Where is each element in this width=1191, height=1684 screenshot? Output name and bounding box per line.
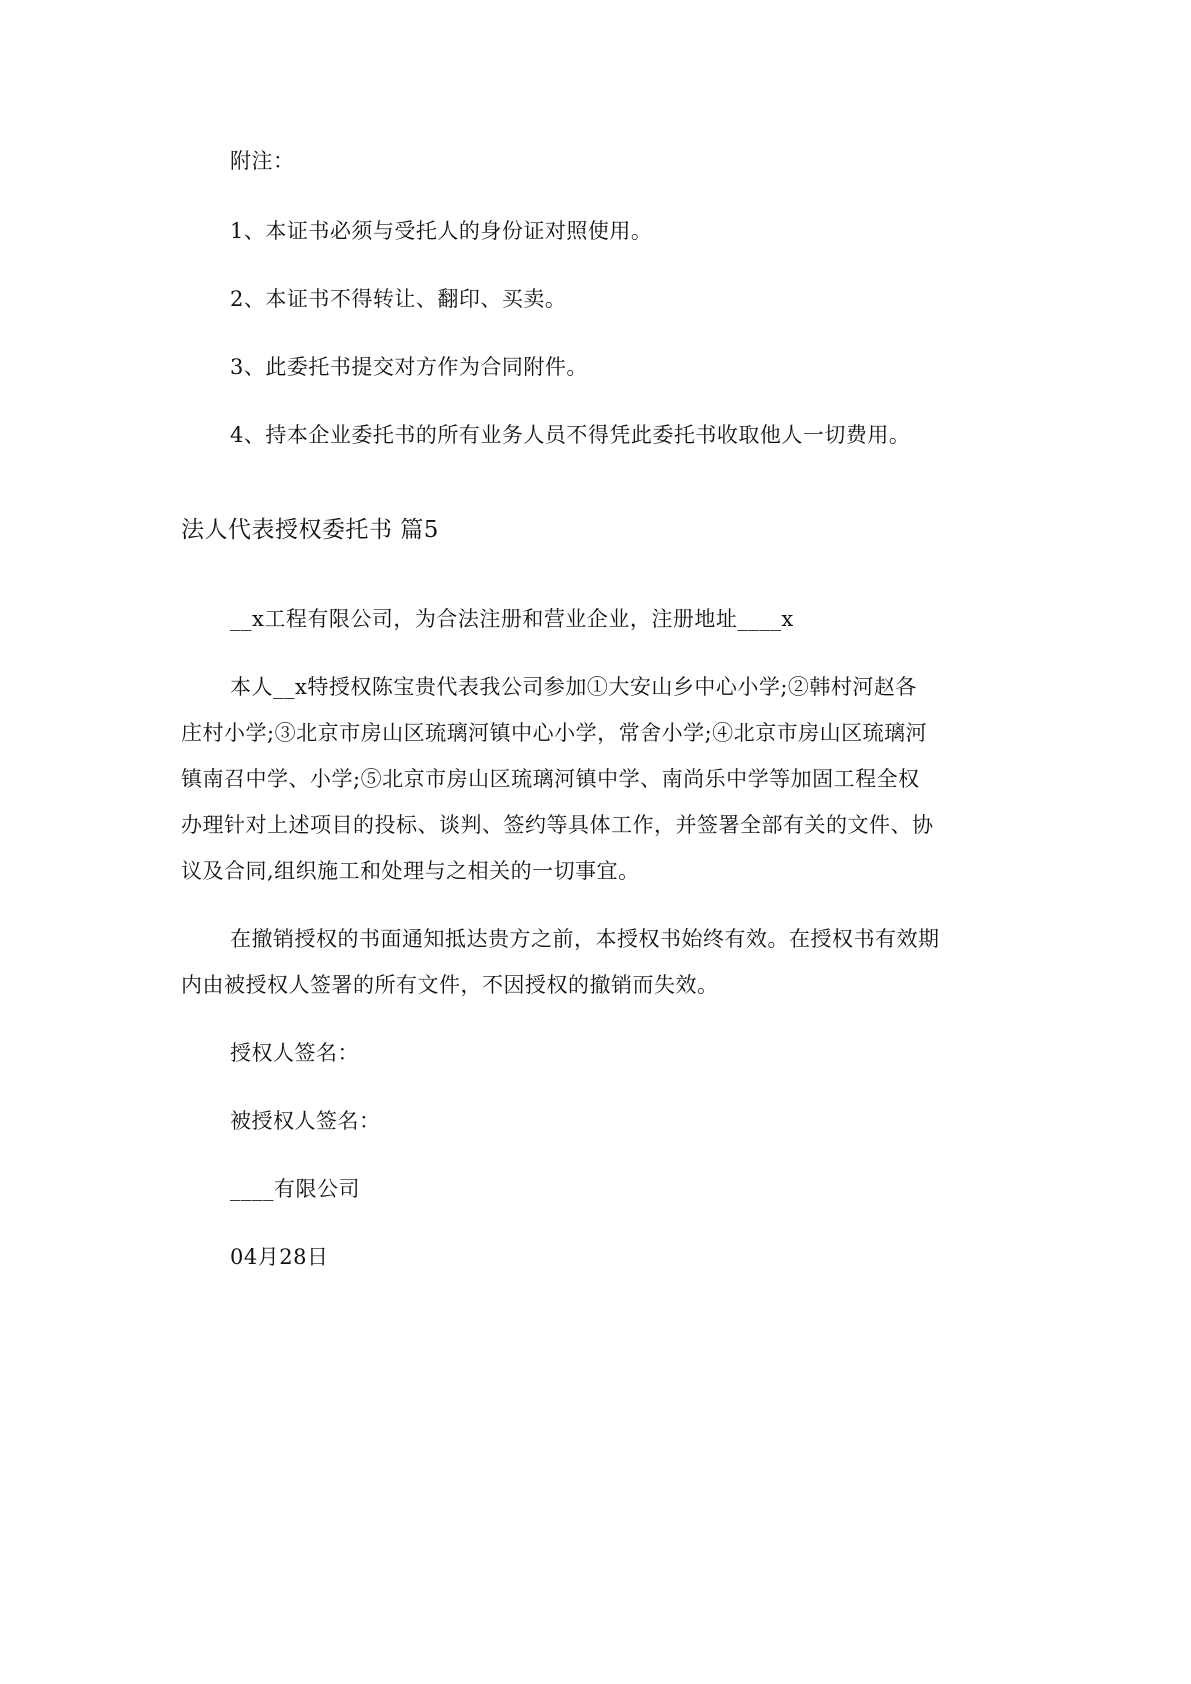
note-item-1: 1、本证书必须与受托人的身份证对照使用。 [230,219,653,243]
company-name: ____有限公司 [230,1177,360,1201]
authorization-line-4: 办理针对上述项目的投标、谈判、签约等具体工作，并签署全部有关的文件、协 [181,813,934,837]
validity-line-1: 在撤销授权的书面通知抵达贵方之前，本授权书始终有效。在授权书有效期 [230,927,940,951]
authorization-line-1: 本人__x特授权陈宝贵代表我公司参加①大安山乡中心小学;②韩村河赵各 [230,675,917,699]
document-date: 04月28日 [230,1245,329,1269]
grantor-signature-label: 授权人签名： [230,1041,359,1065]
note-item-3: 3、此委托书提交对方作为合同附件。 [230,355,588,379]
notes-title: 附注： [230,149,295,173]
section-heading: 法人代表授权委托书 篇5 [181,517,439,543]
company-intro: __x工程有限公司，为合法注册和营业企业，注册地址____x [230,607,794,631]
grantee-signature-label: 被授权人签名： [230,1109,381,1133]
validity-line-2: 内由被授权人签署的所有文件，不因授权的撤销而失效。 [181,973,719,997]
authorization-line-5: 议及合同,组织施工和处理与之相关的一切事宜。 [181,859,640,883]
authorization-line-3: 镇南召中学、小学;⑤北京市房山区琉璃河镇中学、南尚乐中学等加固工程全权 [181,767,920,791]
authorization-line-2: 庄村小学;③北京市房山区琉璃河镇中心小学，常舍小学;④北京市房山区琉璃河 [181,721,928,745]
note-item-4: 4、持本企业委托书的所有业务人员不得凭此委托书收取他人一切费用。 [230,423,911,447]
note-item-2: 2、本证书不得转让、翻印、买卖。 [230,287,567,311]
